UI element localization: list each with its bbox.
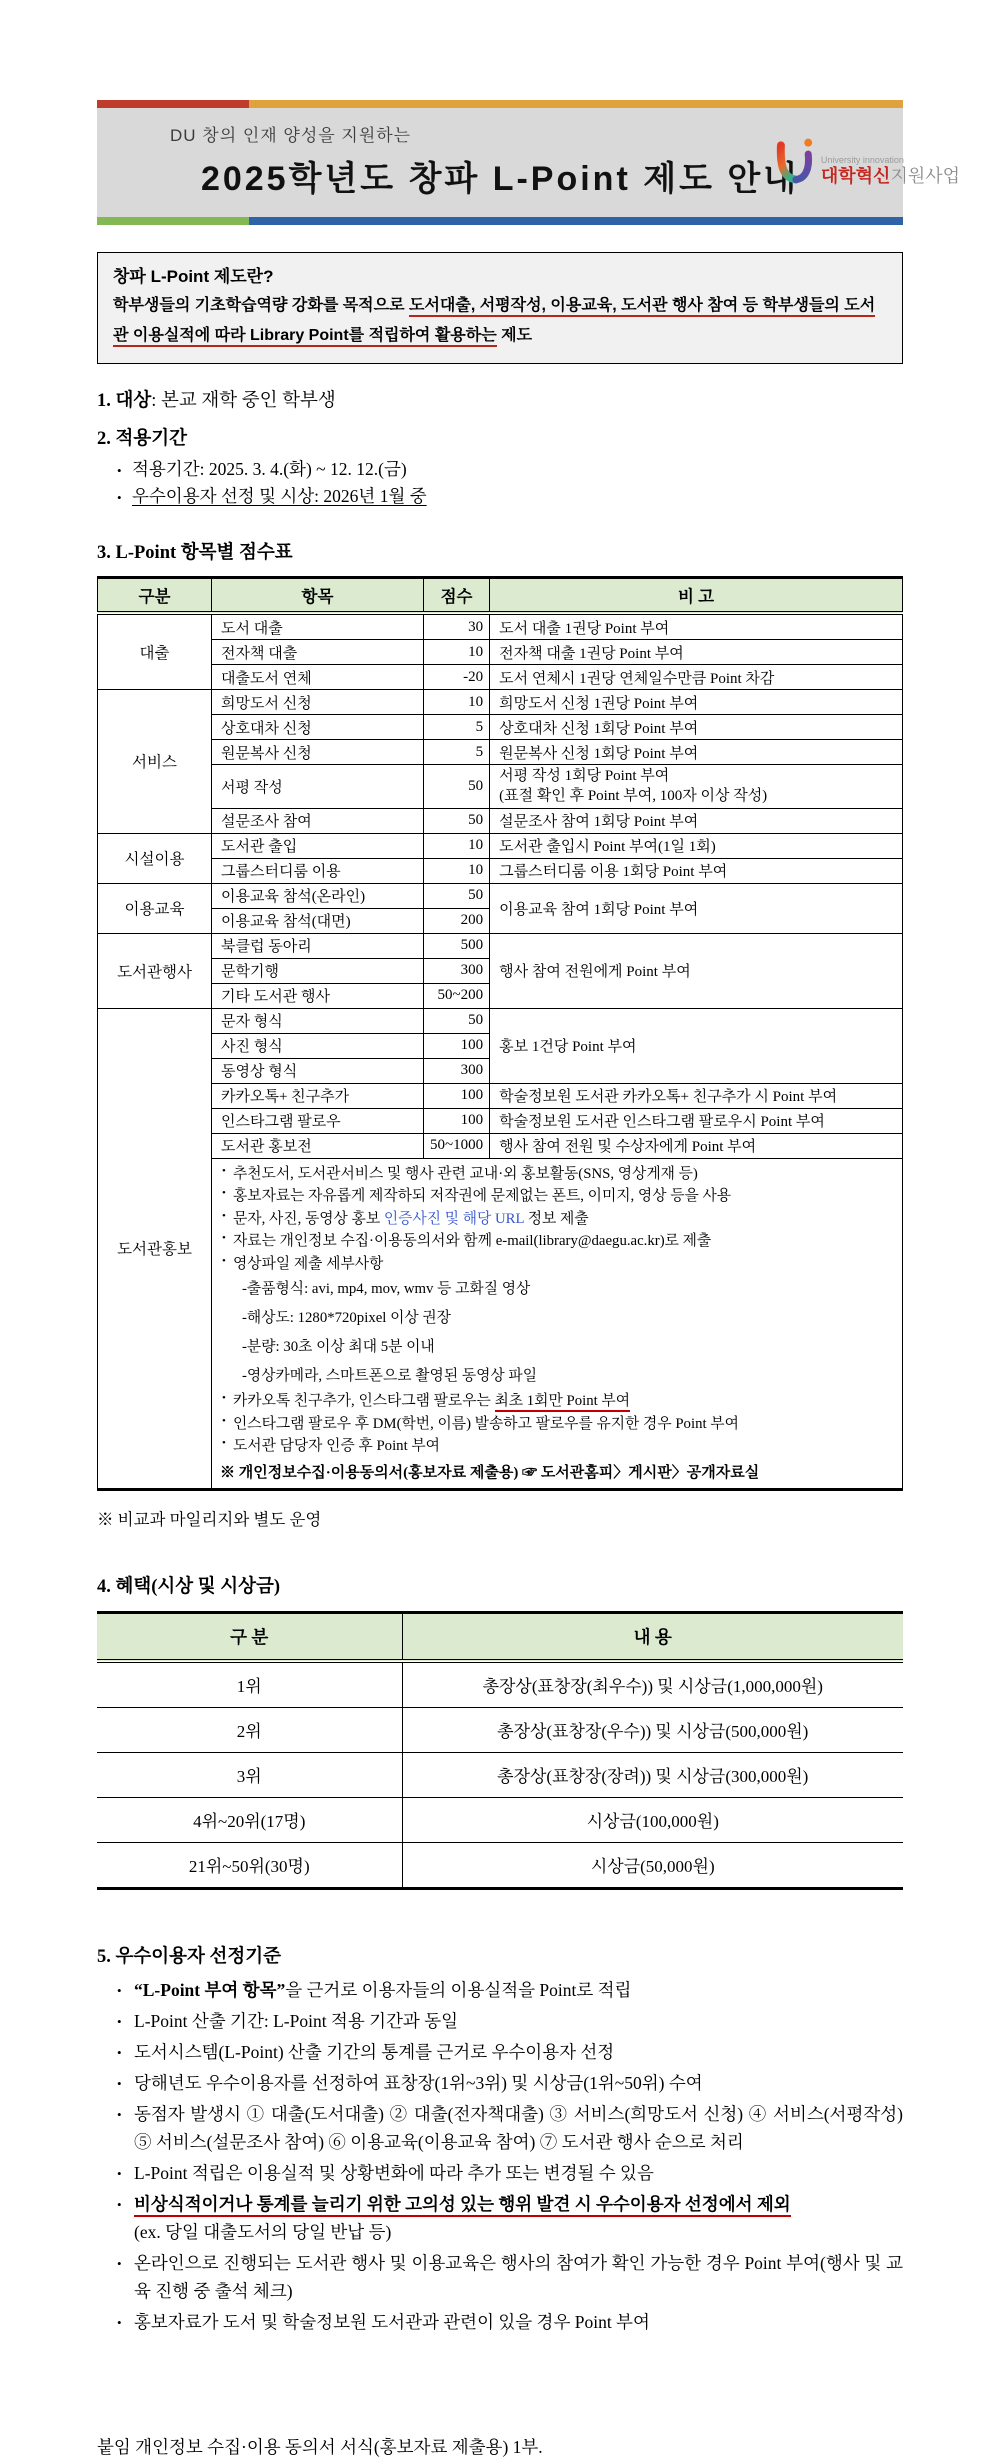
cell-score: 100 (424, 1033, 490, 1058)
cell-item: 동영상 형식 (212, 1058, 424, 1083)
cell-rank: 4위~20위(17명) (97, 1797, 402, 1842)
table-row (98, 1008, 903, 1033)
url-note-pre: 문자, 사진, 동영상 홍보 (233, 1210, 384, 1227)
cell-score: 50~1000 (424, 1133, 490, 1158)
criteria-bullet: • 홍보자료가 도서 및 학술정보원 도서관과 관련이 있을 경우 Point 부여 (115, 2308, 903, 2336)
cell-score: 100 (424, 1083, 490, 1108)
cell-item: 인스타그램 팔로우 (212, 1108, 424, 1133)
criteria-bullet: • 도서시스템(L-Point) 산출 기간의 통계를 근거로 우수이용자 선정 (115, 2038, 903, 2066)
cell-score: 10 (424, 690, 490, 715)
section-1-target (97, 386, 903, 412)
cell-content: 총장상(표창장(최우수)) 및 시상금(1,000,000원) (402, 1661, 903, 1708)
promo-note: • 인스타그램 팔로우 후 DM(학번, 이름) 발송하고 팔로우를 유지한 경우 Point 부여 (220, 1413, 894, 1435)
promo-notes-row (98, 1158, 903, 1489)
table-row (98, 808, 903, 833)
cell-note: 이용교육 참여 1회당 Point 부여 (490, 883, 903, 933)
promo-note: • 홍보자료는 자유롭게 제작하되 저작권에 문제없는 폰트, 이미지, 영상 등을 사용 (220, 1185, 894, 1207)
promo-note: • 자료는 개인정보 수집·이용동의서와 함께 e-mail(library@daegu.ac.kr)로 제출 (220, 1230, 894, 1252)
cell-content: 총장상(표창장(우수)) 및 시상금(500,000원) (402, 1707, 903, 1752)
group-promotion: 도서관홍보 (98, 1008, 212, 1489)
criteria-bullet: • L-Point 산출 기간: L-Point 적용 기간과 동일 (115, 2007, 903, 2035)
table-row (98, 833, 903, 858)
criteria-bullet-rest: 을 근거로 이용자들의 이용실적을 Point로 적립 (285, 1979, 632, 2000)
intro-body (113, 291, 887, 350)
cell-score: 50 (424, 808, 490, 833)
logo-small-text: University innovation (820, 154, 904, 165)
table-row (98, 640, 903, 665)
table-header-row (98, 578, 903, 614)
table-row (98, 1108, 903, 1133)
cell-score: 50 (424, 1008, 490, 1033)
promo-subnote: -해상도: 1280*720pixel 이상 권장 (242, 1309, 451, 1326)
cell-item: 원문복사 신청 (212, 740, 424, 765)
promo-subnote: -출품형식: avi, mp4, mov, wmv 등 고화질 영상 (242, 1281, 531, 1298)
cell-item: 서평 작성 (212, 765, 424, 809)
exclusion-example-text: (ex. 당일 대출도서의 당일 반납 등) (134, 2221, 392, 2242)
table-row (98, 665, 903, 690)
logo-brand-gray: 지원사업 (890, 166, 960, 187)
cell-note: 희망도서 신청 1권당 Point 부여 (490, 690, 903, 715)
top-bar-red-segment (97, 100, 249, 108)
cell-item: 도서 대출 (212, 613, 424, 640)
cell-note: 도서 대출 1권당 Point 부여 (490, 613, 903, 640)
group-event: 도서관행사 (98, 933, 212, 1008)
table-row (98, 858, 903, 883)
banner-bottom-bar (97, 217, 903, 225)
cell-item: 희망도서 신청 (212, 690, 424, 715)
promo-note: • 도서관 담당자 인증 후 Point 부여 (220, 1435, 894, 1457)
intro-body-post: 제도 (496, 326, 533, 344)
cell-content: 시상금(50,000원) (402, 1842, 903, 1888)
cell-item: 상호대차 신청 (212, 715, 424, 740)
cell-score: 500 (424, 933, 490, 958)
cell-score: 50 (424, 765, 490, 809)
table-row (98, 1083, 903, 1108)
kakao-note-underlined: 최초 1회만 Point 부여 (495, 1393, 631, 1412)
cell-score: 300 (424, 1058, 490, 1083)
award-schedule-bullet (115, 483, 903, 510)
cell-item: 문학기행 (212, 958, 424, 983)
section-5-heading (97, 1942, 903, 1968)
intro-definition-box (97, 252, 903, 364)
intro-heading: 창파 L-Point 제도란? (113, 267, 274, 286)
table-row (98, 740, 903, 765)
promo-note-url (220, 1208, 894, 1230)
cell-note: 행사 참여 전원에게 Point 부여 (490, 933, 903, 1008)
promo-subnote: -분량: 30초 이상 최대 5분 이내 (242, 1338, 435, 1355)
cell-note: 설문조사 참여 1회당 Point 부여 (490, 808, 903, 833)
group-education: 이용교육 (98, 883, 212, 933)
attachment-note: 붙임 개인정보 수집·이용 동의서 서식(홍보자료 제출용) 1부. (97, 2436, 543, 2457)
table-row (98, 613, 903, 640)
cell-item: 문자 형식 (212, 1008, 424, 1033)
cell-score: -20 (424, 665, 490, 690)
criteria-bullet: • 당해년도 우수이용자를 선정하여 표창장(1위~3위) 및 시상금(1위~50위) 수여 (115, 2069, 903, 2097)
exclusion-underlined-text: 비상식적이거나 통계를 늘리기 위한 고의성 있는 행위 발견 시 우수이용자 선정에서 제외 (134, 2194, 791, 2217)
cell-rank: 2위 (97, 1707, 402, 1752)
cell-score: 10 (424, 858, 490, 883)
cell-score: 30 (424, 613, 490, 640)
section-4-label: 4. 혜택(시상 및 시상금) (97, 1576, 281, 1597)
section-2-label: 2. 적용기간 (97, 429, 187, 450)
cell-note: 행사 참여 전원 및 수상자에게 Point 부여 (490, 1133, 903, 1158)
cell-note: 학술정보원 도서관 인스타그램 팔로우시 Point 부여 (490, 1108, 903, 1133)
promo-note: • 추천도서, 도서관서비스 및 행사 관련 교내·외 홍보활동(SNS, 영상게재 등) (220, 1163, 894, 1185)
university-innovation-logo (773, 136, 960, 188)
cell-note: 그룹스터디룸 이용 1회당 Point 부여 (490, 858, 903, 883)
cell-note: 전자책 대출 1권당 Point 부여 (490, 640, 903, 665)
criteria-bullet (115, 1976, 903, 2004)
section-3-heading (97, 538, 903, 564)
table-row (98, 715, 903, 740)
cell-score: 300 (424, 958, 490, 983)
banner-top-bar (97, 100, 903, 108)
promo-note-final: ※ 개인정보수집·이용동의서(홍보자료 제출용) ☞ 도서관홈피〉게시판〉공개자료실 (220, 1464, 760, 1481)
promo-notes-cell (212, 1158, 903, 1489)
cell-item: 설문조사 참여 (212, 808, 424, 833)
table-row (97, 1707, 903, 1752)
cell-item: 기타 도서관 행사 (212, 983, 424, 1008)
cell-item: 카카오톡+ 친구추가 (212, 1083, 424, 1108)
cell-note: 학술정보원 도서관 카카오톡+ 친구추가 시 Point 부여 (490, 1083, 903, 1108)
cell-rank: 1위 (97, 1661, 402, 1708)
cell-score: 50 (424, 883, 490, 908)
group-service: 서비스 (98, 690, 212, 834)
section-2-bullets (115, 456, 903, 510)
page-title: 2025학년도 창파 L-Point 제도 안내 (200, 160, 800, 198)
logo-u-icon (773, 136, 817, 188)
cell-score: 50~200 (424, 983, 490, 1008)
section-2-heading (97, 424, 903, 450)
award-schedule-text: 우수이용자 선정 및 시상: 2026년 1월 중 (132, 486, 427, 507)
cell-item: 도서관 홍보전 (212, 1133, 424, 1158)
cell-score: 5 (424, 740, 490, 765)
table-row (97, 1752, 903, 1797)
group-facility: 시설이용 (98, 833, 212, 883)
col-header-rank: 구 분 (97, 1612, 402, 1661)
table-header-row (97, 1612, 903, 1661)
logo-brand-red: 대학혁신 (820, 166, 891, 187)
section-3-label: 3. L-Point 항목별 점수표 (97, 543, 293, 564)
table-row (98, 1133, 903, 1158)
cell-note: 홍보 1건당 Point 부여 (490, 1008, 903, 1083)
section-1-label: 1. 대상 (97, 391, 152, 412)
kakao-note-pre: 카카오톡 친구추가, 인스타그램 팔로우는 (233, 1393, 495, 1410)
cell-score: 100 (424, 1108, 490, 1133)
cell-item: 도서관 출입 (212, 833, 424, 858)
cell-score: 5 (424, 715, 490, 740)
cell-item: 전자책 대출 (212, 640, 424, 665)
cell-score: 10 (424, 640, 490, 665)
url-note-post: 정보 제출 (524, 1210, 589, 1227)
note-line-1: 서평 작성 1회당 Point 부여 (499, 768, 670, 785)
lpoint-score-table (97, 576, 903, 1491)
col-header-score: 점수 (424, 578, 490, 614)
cell-item: 사진 형식 (212, 1033, 424, 1058)
cell-item: 이용교육 참석(대면) (212, 908, 424, 933)
col-header-category: 구분 (98, 578, 212, 614)
table-row (98, 690, 903, 715)
cell-note: 상호대차 신청 1회당 Point 부여 (490, 715, 903, 740)
criteria-bullet: • L-Point 적립은 이용실적 및 상황변화에 따라 추가 또는 변경될 수 있음 (115, 2159, 903, 2187)
table-row (97, 1661, 903, 1708)
document-page (0, 100, 992, 2462)
promo-note-kakao (220, 1390, 894, 1412)
benefit-table (97, 1611, 903, 1890)
banner-tagline: DU 창의 인재 양성을 지원하는 (170, 126, 412, 145)
logo-brand-text (821, 167, 960, 186)
intro-body-underlined: 도서대출, 서평작성, 이용교육, 도서관 행사 참여 등 학부생들의 도서관 이용실적에 따라 Library Point를 적립하여 활용하는 (113, 297, 875, 347)
cell-note (490, 765, 903, 809)
cell-item: 그룹스터디룸 이용 (212, 858, 424, 883)
group-loan: 대출 (98, 613, 212, 690)
table-row (97, 1842, 903, 1888)
criteria-bullet: • 동점자 발생시 ① 대출(도서대출) ② 대출(전자책대출) ③ 서비스(희망도서 신청) ④ 서비스(서평작성) ⑤ 서비스(설문조사 참여) ⑥ 이용교육(이용교육 참여) ⑦ 도서관 행사 순으로 처리 (115, 2100, 903, 2156)
intro-body-pre: 학부생들의 기초학습역량 강화를 목적으로 (113, 297, 409, 314)
cell-score: 200 (424, 908, 490, 933)
table-row (98, 883, 903, 908)
criteria-bullet-exclusion (115, 2190, 903, 2246)
table-row (97, 1797, 903, 1842)
cell-note: 원문복사 신청 1회당 Point 부여 (490, 740, 903, 765)
cell-content: 총장상(표창장(장려)) 및 시상금(300,000원) (402, 1752, 903, 1797)
col-header-item: 항목 (212, 578, 424, 614)
cell-item: 북클럽 동아리 (212, 933, 424, 958)
mileage-footnote: ※ 비교과 마일리지와 별도 운영 (97, 1509, 322, 1529)
section-1-text: : 본교 재학 중인 학부생 (151, 391, 336, 412)
section-4-heading (97, 1572, 903, 1598)
bottom-bar-green-segment (97, 217, 249, 225)
promo-note: • 영상파일 제출 세부사항 (220, 1253, 894, 1275)
cell-score: 10 (424, 833, 490, 858)
cell-item: 이용교육 참석(온라인) (212, 883, 424, 908)
table-row (98, 765, 903, 809)
section-5-label: 5. 우수이용자 선정기준 (97, 1946, 281, 1967)
section-5-bullets (115, 1976, 903, 2336)
col-header-content: 내 용 (402, 1612, 903, 1661)
table-row (98, 933, 903, 958)
promo-subnote: -영상카메라, 스마트폰으로 촬영된 동영상 파일 (242, 1367, 538, 1384)
criteria-bullet-bold: “L-Point 부여 항목” (134, 1979, 286, 2000)
url-note-blue: 인증사진 및 해당 URL (383, 1210, 525, 1227)
cell-rank: 3위 (97, 1752, 402, 1797)
cell-content: 시상금(100,000원) (402, 1797, 903, 1842)
note-line-2: (표절 확인 후 Point 부여, 100자 이상 작성) (499, 788, 768, 805)
cell-note: 도서관 출입시 Point 부여(1일 1회) (490, 833, 903, 858)
bottom-bar-blue-segment (249, 217, 903, 225)
cell-rank: 21위~50위(30명) (97, 1842, 402, 1888)
applied-period-bullet: • 적용기간: 2025. 3. 4.(화) ~ 12. 12.(금) (115, 456, 903, 483)
cell-item: 대출도서 연체 (212, 665, 424, 690)
criteria-bullet: • 온라인으로 진행되는 도서관 행사 및 이용교육은 행사의 참여가 확인 가능한 경우 Point 부여(행사 및 교육 진행 중 출석 체크) (115, 2249, 903, 2305)
top-bar-orange-segment (249, 100, 903, 108)
col-header-remark: 비 고 (490, 578, 903, 614)
cell-note: 도서 연체시 1권당 연체일수만큼 Point 차감 (490, 665, 903, 690)
